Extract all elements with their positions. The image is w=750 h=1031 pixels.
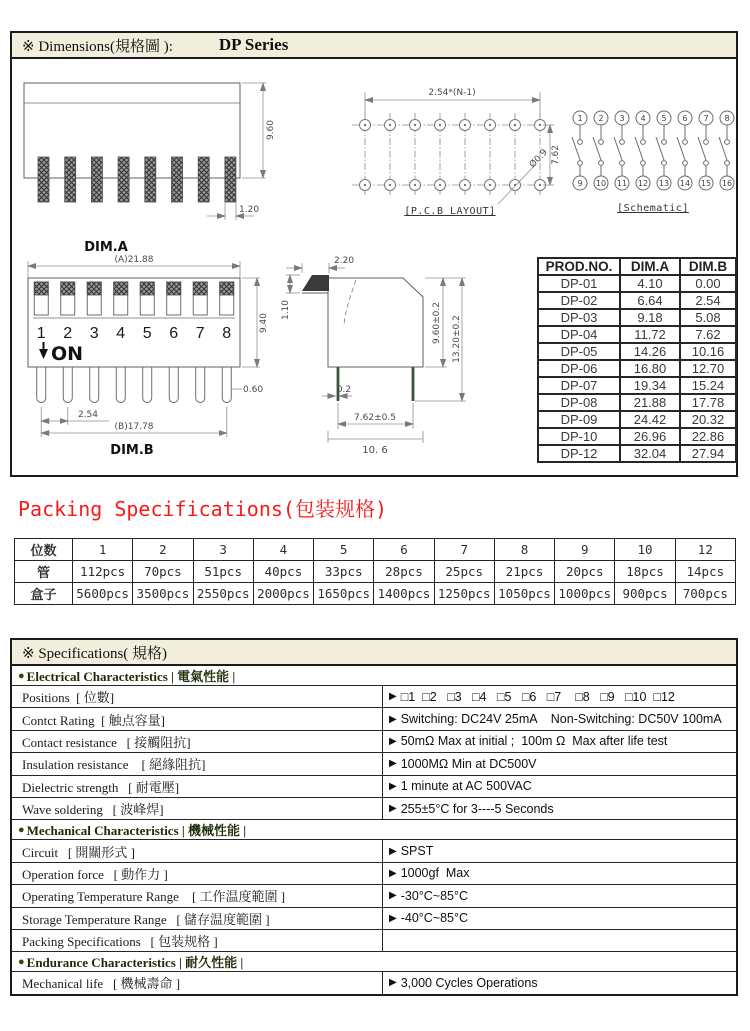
dim-table-row	[538, 360, 736, 377]
dim-table-cell: DP-08	[538, 394, 620, 411]
spec-value	[383, 753, 736, 774]
schematic-contact	[683, 140, 688, 145]
specs-panel	[10, 638, 738, 996]
spec-value-text: 1000MΩ Min at DC500V	[400, 756, 537, 771]
side-view-body	[24, 83, 240, 202]
schematic-switches	[572, 111, 734, 190]
dim-table-header-row	[538, 258, 736, 275]
schematic-pin-number: 11	[616, 179, 628, 188]
dimensions-title: ※ Dimensions(規格圖 ):	[22, 38, 173, 55]
dim-table-cell: 24.42	[620, 411, 680, 428]
packing-box-row	[15, 583, 736, 605]
switch-position-number: 3	[89, 325, 99, 342]
pcb-hole-center	[514, 124, 516, 126]
spec-label: Insulation resistance [ 絕緣阻抗]	[12, 753, 383, 774]
switch-position-number: 1	[36, 325, 46, 342]
spec-value-text: -30°C~85°C	[400, 888, 469, 903]
arrow-icon: ▶	[389, 867, 397, 879]
dim-table-cell: DP-09	[538, 411, 620, 428]
front-span-dim: (B)17.78	[114, 422, 154, 432]
spec-row	[12, 707, 736, 729]
arrow-icon: ▶	[389, 758, 397, 770]
packing-cell: 40pcs	[253, 561, 313, 583]
dim-table-row	[538, 428, 736, 445]
dim-table-cell: 14.26	[620, 343, 680, 360]
arrow-icon: ▶	[389, 735, 397, 747]
spec-row	[12, 797, 736, 819]
schematic-pin-number: 4	[640, 114, 646, 123]
dim-table-cell: DP-04	[538, 326, 620, 343]
spec-row	[12, 929, 736, 951]
pcb-hole-center	[439, 124, 441, 126]
profile-total-height-dim: 13.20±0.2	[452, 315, 462, 363]
front-height-dim: 9.40	[259, 312, 269, 334]
spec-row	[12, 907, 736, 929]
on-label: ON	[51, 343, 84, 365]
dim-table-body	[538, 275, 736, 462]
schematic-pin-number: 13	[658, 179, 670, 188]
dim-table-cell: 12.70	[680, 360, 736, 377]
schematic-pin-number: 3	[619, 114, 625, 123]
dim-table-cell: 11.72	[620, 326, 680, 343]
switch-position-number: 4	[116, 325, 126, 342]
packing-cell: 18pcs	[615, 561, 675, 583]
switch-position-number: 8	[222, 325, 232, 342]
arrow-icon: ▶	[389, 912, 397, 924]
packing-cell: 2	[133, 539, 193, 561]
dim-table-cell: 5.08	[680, 309, 736, 326]
packing-cell: 4	[253, 539, 313, 561]
spec-section-title: Endurance Characteristics | 耐久性能 |	[26, 955, 244, 971]
dim-table-cell: DP-02	[538, 292, 620, 309]
dim-table-cell: DP-10	[538, 428, 620, 445]
pcb-hole-center	[489, 124, 491, 126]
pcb-hole-center	[364, 124, 366, 126]
schematic-contact	[725, 161, 730, 166]
packing-cell: 2000pcs	[253, 583, 313, 605]
front-pin	[90, 367, 99, 403]
packing-cell: 20pcs	[555, 561, 615, 583]
pcb-hole-center	[389, 124, 391, 126]
spec-value-text: 50mΩ Max at initial ; 100m Ω Max after life test	[400, 734, 668, 749]
side-view-pin	[91, 157, 102, 202]
dim-table-row	[538, 343, 736, 360]
packing-cell: 1400pcs	[374, 583, 434, 605]
spec-value-text: □1 □2 □3 □4 □5 □6 □7 □8 □9 □10 □12	[400, 689, 675, 704]
profile-view-drawing	[272, 246, 528, 472]
schematic-caption: [Schematic]	[617, 203, 689, 214]
arrow-icon: ▶	[389, 691, 397, 703]
schematic-contact	[641, 161, 646, 166]
spec-row	[12, 730, 736, 752]
dim-table-row	[538, 326, 736, 343]
packing-cell: 14pcs	[675, 561, 735, 583]
spec-value	[383, 731, 736, 752]
packing-cell: 33pcs	[314, 561, 374, 583]
profile-pin-span-dim: 7.62±0.5	[354, 413, 396, 423]
spec-label: Circuit [ 開關形式 ]	[12, 840, 383, 861]
arrow-icon: ▶	[389, 845, 397, 857]
dim-table-cell: 7.62	[680, 326, 736, 343]
arrow-icon: ▶	[389, 890, 397, 902]
switch-handle	[302, 275, 329, 291]
dim-table-cell: 9.18	[620, 309, 680, 326]
spec-value	[383, 972, 736, 993]
dim-table-cell: 2.54	[680, 292, 736, 309]
pcb-hole-center	[464, 184, 466, 186]
schematic-contact	[683, 161, 688, 166]
spec-label: Storage Temperature Range [ 儲存温度範圍 ]	[12, 908, 383, 929]
side-view-pin	[145, 157, 156, 202]
spec-label: Dielectric strength [ 耐電壓]	[12, 776, 383, 797]
spec-label: Wave soldering [ 波峰焊]	[12, 798, 383, 819]
spec-row	[12, 775, 736, 797]
dim-table	[537, 257, 737, 463]
dim-table-cell: 19.34	[620, 377, 680, 394]
spec-label: Contct Rating [ 触点容量]	[12, 708, 383, 729]
pcb-hole-center	[539, 184, 541, 186]
dim-table-cell: DP-01	[538, 275, 620, 292]
pcb-hole-center	[414, 184, 416, 186]
packing-cell: 5	[314, 539, 374, 561]
packing-row-label: 位数	[15, 539, 73, 561]
packing-cell: 70pcs	[133, 561, 193, 583]
switch-actuator	[167, 282, 181, 295]
front-view-bottom-title: DIM.B	[110, 443, 154, 458]
pcb-hole-center	[364, 184, 366, 186]
spec-label: Packing Specifications [ 包装规格 ]	[12, 930, 383, 951]
dim-table-row	[538, 411, 736, 428]
profile-pin	[337, 367, 340, 401]
side-view-pin	[172, 157, 183, 202]
profile-body-height-dim: 9.60±0.2	[432, 302, 442, 344]
spec-value-text: 1000gf Max	[400, 866, 470, 881]
front-view-title: DIM.A	[84, 240, 128, 255]
bullet-icon: ●	[18, 823, 25, 836]
packing-row-label: 管	[15, 561, 73, 583]
arrow-icon: ▶	[389, 780, 397, 792]
profile-handle-dim: 1.10	[281, 299, 291, 321]
dim-table-cell: 16.80	[620, 360, 680, 377]
switch-position-number: 5	[142, 325, 152, 342]
packing-cell: 12	[675, 539, 735, 561]
packing-cell: 5600pcs	[73, 583, 133, 605]
packing-tube-row	[15, 561, 736, 583]
dimensions-header	[12, 33, 736, 59]
schematic-pin-number: 14	[679, 179, 691, 188]
side-view-drawing	[14, 70, 334, 238]
schematic-contact	[704, 161, 709, 166]
pcb-hole-center	[539, 124, 541, 126]
schematic-pin-number: 16	[721, 179, 733, 188]
schematic-contact	[620, 161, 625, 166]
switch-position-number: 2	[63, 325, 73, 342]
spec-value-text: Switching: DC24V 25mA Non-Switching: DC50V 100mA	[400, 712, 722, 727]
schematic-contact	[578, 161, 583, 166]
pcb-layout-caption: [P.C.B LAYOUT]	[404, 206, 496, 217]
spec-label: Contact resistance [ 接觸阻抗]	[12, 731, 383, 752]
pcb-hole-center	[414, 124, 416, 126]
dim-table-header-cell: DIM.A	[620, 258, 680, 275]
packing-cell: 51pcs	[193, 561, 253, 583]
packing-cell: 28pcs	[374, 561, 434, 583]
dim-table-cell: 10.16	[680, 343, 736, 360]
spec-value-text: SPST	[400, 844, 434, 859]
pcb-hole-dim: Ø0.9	[527, 147, 550, 171]
packing-cell: 1050pcs	[494, 583, 554, 605]
spec-value	[383, 686, 736, 707]
switch-actuator	[220, 282, 234, 295]
schematic-pin-number: 5	[661, 114, 667, 123]
dim-table-cell: DP-12	[538, 445, 620, 462]
schematic-contact	[578, 140, 583, 145]
packing-row-label: 盒子	[15, 583, 73, 605]
schematic-pin-number: 6	[682, 114, 688, 123]
dim-table-row	[538, 445, 736, 462]
packing-cell: 112pcs	[73, 561, 133, 583]
spec-value	[383, 930, 736, 951]
side-view-pin	[38, 157, 49, 202]
spec-value	[383, 798, 736, 819]
profile-pin-thickness-dim: 0.2	[336, 385, 352, 395]
series-title: DP Series	[218, 35, 289, 54]
spec-value-text: -40°C~85°C	[400, 911, 469, 926]
switch-position-number: 7	[195, 325, 205, 342]
schematic-pin-number: 2	[598, 114, 604, 123]
dim-table-cell: DP-03	[538, 309, 620, 326]
spec-section-title: Electrical Characteristics | 電氣性能 |	[26, 669, 236, 684]
dim-table-row	[538, 394, 736, 411]
schematic-pin-number: 10	[595, 179, 607, 188]
dim-table-cell: 0.00	[680, 275, 736, 292]
spec-section-header	[12, 951, 736, 971]
side-view-pin	[65, 157, 76, 202]
spec-value	[383, 708, 736, 729]
spec-value-text: 3,000 Cycles Operations	[400, 975, 538, 990]
spec-row	[12, 839, 736, 861]
packing-cell: 7	[434, 539, 494, 561]
schematic-pin-number: 8	[724, 114, 730, 123]
packing-cell: 1000pcs	[555, 583, 615, 605]
packing-table-body	[15, 539, 736, 605]
arrow-icon: ▶	[389, 977, 397, 989]
spec-row	[12, 884, 736, 906]
front-pin	[143, 367, 152, 403]
spec-value	[383, 840, 736, 861]
spec-row	[12, 862, 736, 884]
packing-cell: 3	[193, 539, 253, 561]
spec-row	[12, 971, 736, 993]
spec-row	[12, 752, 736, 774]
front-view-drawing	[14, 239, 279, 471]
spec-label: Operating Temperature Range [ 工作温度範圍 ]	[12, 885, 383, 906]
dim-table-row	[538, 292, 736, 309]
front-pin	[116, 367, 125, 403]
schematic-pin-number: 12	[637, 179, 649, 188]
switch-actuator	[34, 282, 48, 295]
dim-table-row	[538, 309, 736, 326]
spec-section-header	[12, 666, 736, 685]
dim-table-header-cell: DIM.B	[680, 258, 736, 275]
dim-table-row	[538, 377, 736, 394]
packing-cell: 3500pcs	[133, 583, 193, 605]
packing-cell: 6	[374, 539, 434, 561]
specs-header	[12, 640, 736, 666]
dim-table-cell: 27.94	[680, 445, 736, 462]
dim-table-cell: 20.32	[680, 411, 736, 428]
pcb-row-spacing-dim: 7.62	[551, 144, 561, 166]
dim-table-header-cell: PROD.NO.	[538, 258, 620, 275]
packing-cell: 10	[615, 539, 675, 561]
dim-table-cell: DP-07	[538, 377, 620, 394]
dim-table-cell: 32.04	[620, 445, 680, 462]
front-pin	[196, 367, 205, 403]
front-pin	[63, 367, 72, 403]
spec-section-title: Mechanical Characteristics | 機械性能 |	[26, 823, 247, 839]
spec-value	[383, 885, 736, 906]
dim-table-cell: 15.24	[680, 377, 736, 394]
front-body	[28, 278, 240, 403]
schematic-contact	[662, 161, 667, 166]
schematic-contact	[599, 140, 604, 145]
dim-table-cell: DP-06	[538, 360, 620, 377]
profile-pin	[412, 367, 415, 401]
arrow-icon: ▶	[389, 803, 397, 815]
schematic-contact	[725, 140, 730, 145]
schematic-drawing	[556, 88, 741, 218]
pcb-hole-center	[439, 184, 441, 186]
front-pin	[37, 367, 46, 403]
dim-table-cell: 21.88	[620, 394, 680, 411]
pcb-hole-center	[464, 124, 466, 126]
pcb-pitch-dim: 2.54*(N-1)	[428, 88, 476, 98]
spec-value-text: 1 minute at AC 500VAC	[400, 779, 532, 794]
packing-cell: 21pcs	[494, 561, 554, 583]
front-width-dim: (A)21.88	[114, 255, 154, 265]
spec-label: Mechanical life [ 機械壽命 ]	[12, 972, 383, 993]
bullet-icon: ●	[18, 669, 25, 682]
front-width-dim-group	[28, 255, 240, 278]
switch-actuator	[87, 282, 101, 295]
switch-actuator	[140, 282, 154, 295]
spec-label: Positions [ 位數]	[12, 686, 383, 707]
dim-table-cell: 26.96	[620, 428, 680, 445]
packing-cell: 700pcs	[675, 583, 735, 605]
front-pin	[169, 367, 178, 403]
side-height-dim: 9.60	[266, 119, 276, 141]
profile-top-dim: 2.20	[334, 256, 355, 266]
arrow-icon: ▶	[389, 713, 397, 725]
side-view-dims	[207, 83, 276, 220]
spec-row	[12, 685, 736, 707]
packing-table	[14, 538, 736, 605]
schematic-contact	[620, 140, 625, 145]
specs-title: ※ Specifications( 規格)	[22, 645, 168, 662]
front-pin-tip-dim: 0.60	[243, 385, 264, 395]
spec-rows	[12, 666, 736, 994]
dimensions-panel	[10, 31, 738, 477]
packing-cell: 9	[555, 539, 615, 561]
dim-table-cell: DP-05	[538, 343, 620, 360]
dim-table-cell: 22.86	[680, 428, 736, 445]
pcb-hole-center	[489, 184, 491, 186]
schematic-contact	[662, 140, 667, 145]
dim-table-cell: 4.10	[620, 275, 680, 292]
spec-label: Operation force [ 動作力 ]	[12, 863, 383, 884]
schematic-contact	[704, 140, 709, 145]
pcb-hole-center	[389, 184, 391, 186]
spec-value-text: 255±5°C for 3----5 Seconds	[400, 801, 554, 816]
spec-section-header	[12, 819, 736, 839]
side-view-pins	[38, 157, 236, 202]
switch-position-number: 6	[169, 325, 179, 342]
on-indicator	[39, 342, 83, 365]
spec-value	[383, 776, 736, 797]
schematic-pin-number: 7	[703, 114, 709, 123]
bullet-icon: ●	[18, 955, 25, 968]
switch-actuator	[114, 282, 128, 295]
packing-cell: 1650pcs	[314, 583, 374, 605]
spec-value	[383, 863, 736, 884]
packing-cell: 900pcs	[615, 583, 675, 605]
side-view-pin	[118, 157, 129, 202]
packing-cell: 1	[73, 539, 133, 561]
schematic-pin-number: 1	[577, 114, 583, 123]
dim-table-cell: 17.78	[680, 394, 736, 411]
schematic-contact	[599, 161, 604, 166]
dim-table-cell: 6.64	[620, 292, 680, 309]
front-pin	[222, 367, 231, 403]
pcb-layout-drawing	[340, 80, 565, 218]
switch-actuator	[61, 282, 75, 295]
schematic-contact	[641, 140, 646, 145]
on-arrow-icon	[39, 349, 48, 359]
profile-base-width-dim: 10. 6	[362, 445, 388, 456]
packing-cell: 8	[494, 539, 554, 561]
packing-cell: 25pcs	[434, 561, 494, 583]
schematic-pin-number: 9	[577, 179, 583, 188]
packing-cell: 1250pcs	[434, 583, 494, 605]
spec-value	[383, 908, 736, 929]
side-pin-width-dim: 1.20	[239, 205, 260, 215]
dim-table-row	[538, 275, 736, 292]
packing-title: Packing Specifications(包装规格)	[18, 497, 387, 521]
pcb-holes	[360, 113, 546, 197]
packing-cell: 2550pcs	[193, 583, 253, 605]
front-pitch-dim: 2.54	[77, 410, 99, 420]
switch-actuator	[193, 282, 207, 295]
packing-positions-row	[15, 539, 736, 561]
side-view-pin	[225, 157, 236, 202]
profile-body	[302, 275, 423, 401]
side-view-pin	[198, 157, 209, 202]
schematic-pin-number: 15	[700, 179, 712, 188]
